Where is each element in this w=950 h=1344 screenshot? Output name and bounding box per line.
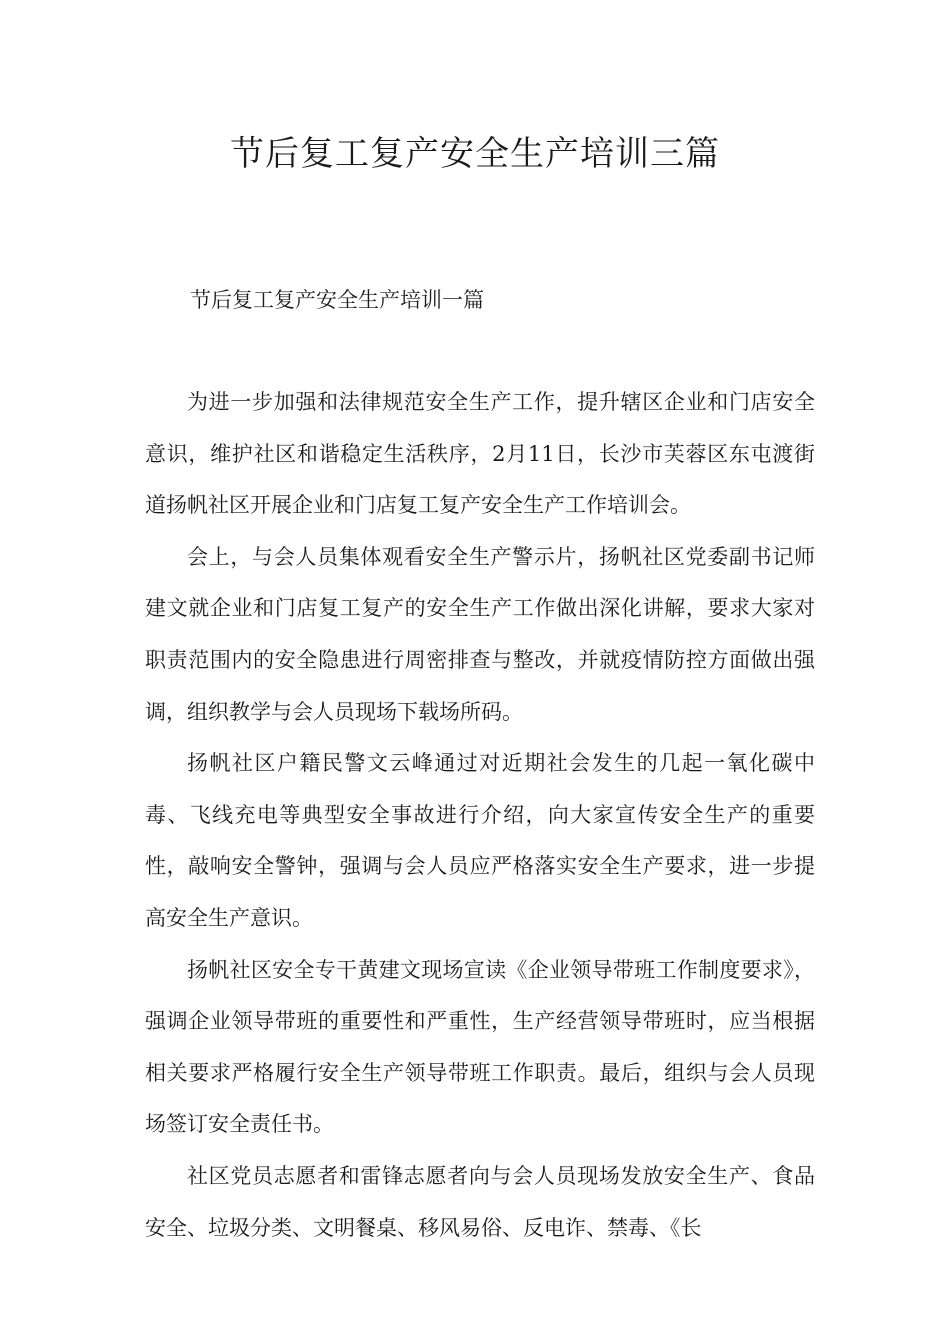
paragraph: 扬帆社区安全专干黄建文现场宣读《企业领导带班工作制度要求》，强调企业领导带班的重要性和严重性，生产经营领导带班时，应当根据相关要求严格履行安全生产领导带班工作职责。最后，组织与会人员现场签订安全责任书。 (145, 957, 815, 1137)
paragraph: 扬帆社区户籍民警文云峰通过对近期社会发生的几起一氧化碳中毒、飞线充电等典型安全事故进行介绍，向大家宣传安全生产的重要性，敲响安全警钟，强调与会人员应严格落实安全生产要求，进一步提高安全生产意识。 (145, 751, 815, 930)
document-title: 节后复工复产安全生产培训三篇 (230, 134, 720, 174)
section-heading: 节后复工复产安全生产培训一篇 (190, 288, 484, 312)
paragraph: 为进一步加强和法律规范安全生产工作，提升辖区企业和门店安全意识，维护社区和谐稳定生活秩序，2月11日，长沙市芙蓉区东屯渡街道扬帆社区开展企业和门店复工复产安全生产工作培训会。 (145, 390, 815, 518)
document-body (145, 377, 815, 1254)
paragraph: 社区党员志愿者和雷锋志愿者向与会人员现场发放安全生产、食品安全、垃圾分类、文明餐桌、移风易俗、反电诈、禁毒、《长 (145, 1163, 815, 1240)
paragraph: 会上，与会人员集体观看安全生产警示片，扬帆社区党委副书记师建文就企业和门店复工复产的安全生产工作做出深化讲解，要求大家对职责范围内的安全隐患进行周密排查与整改，并就疫情防控方面做出强调，组织教学与会人员现场下载场所码。 (145, 544, 815, 724)
